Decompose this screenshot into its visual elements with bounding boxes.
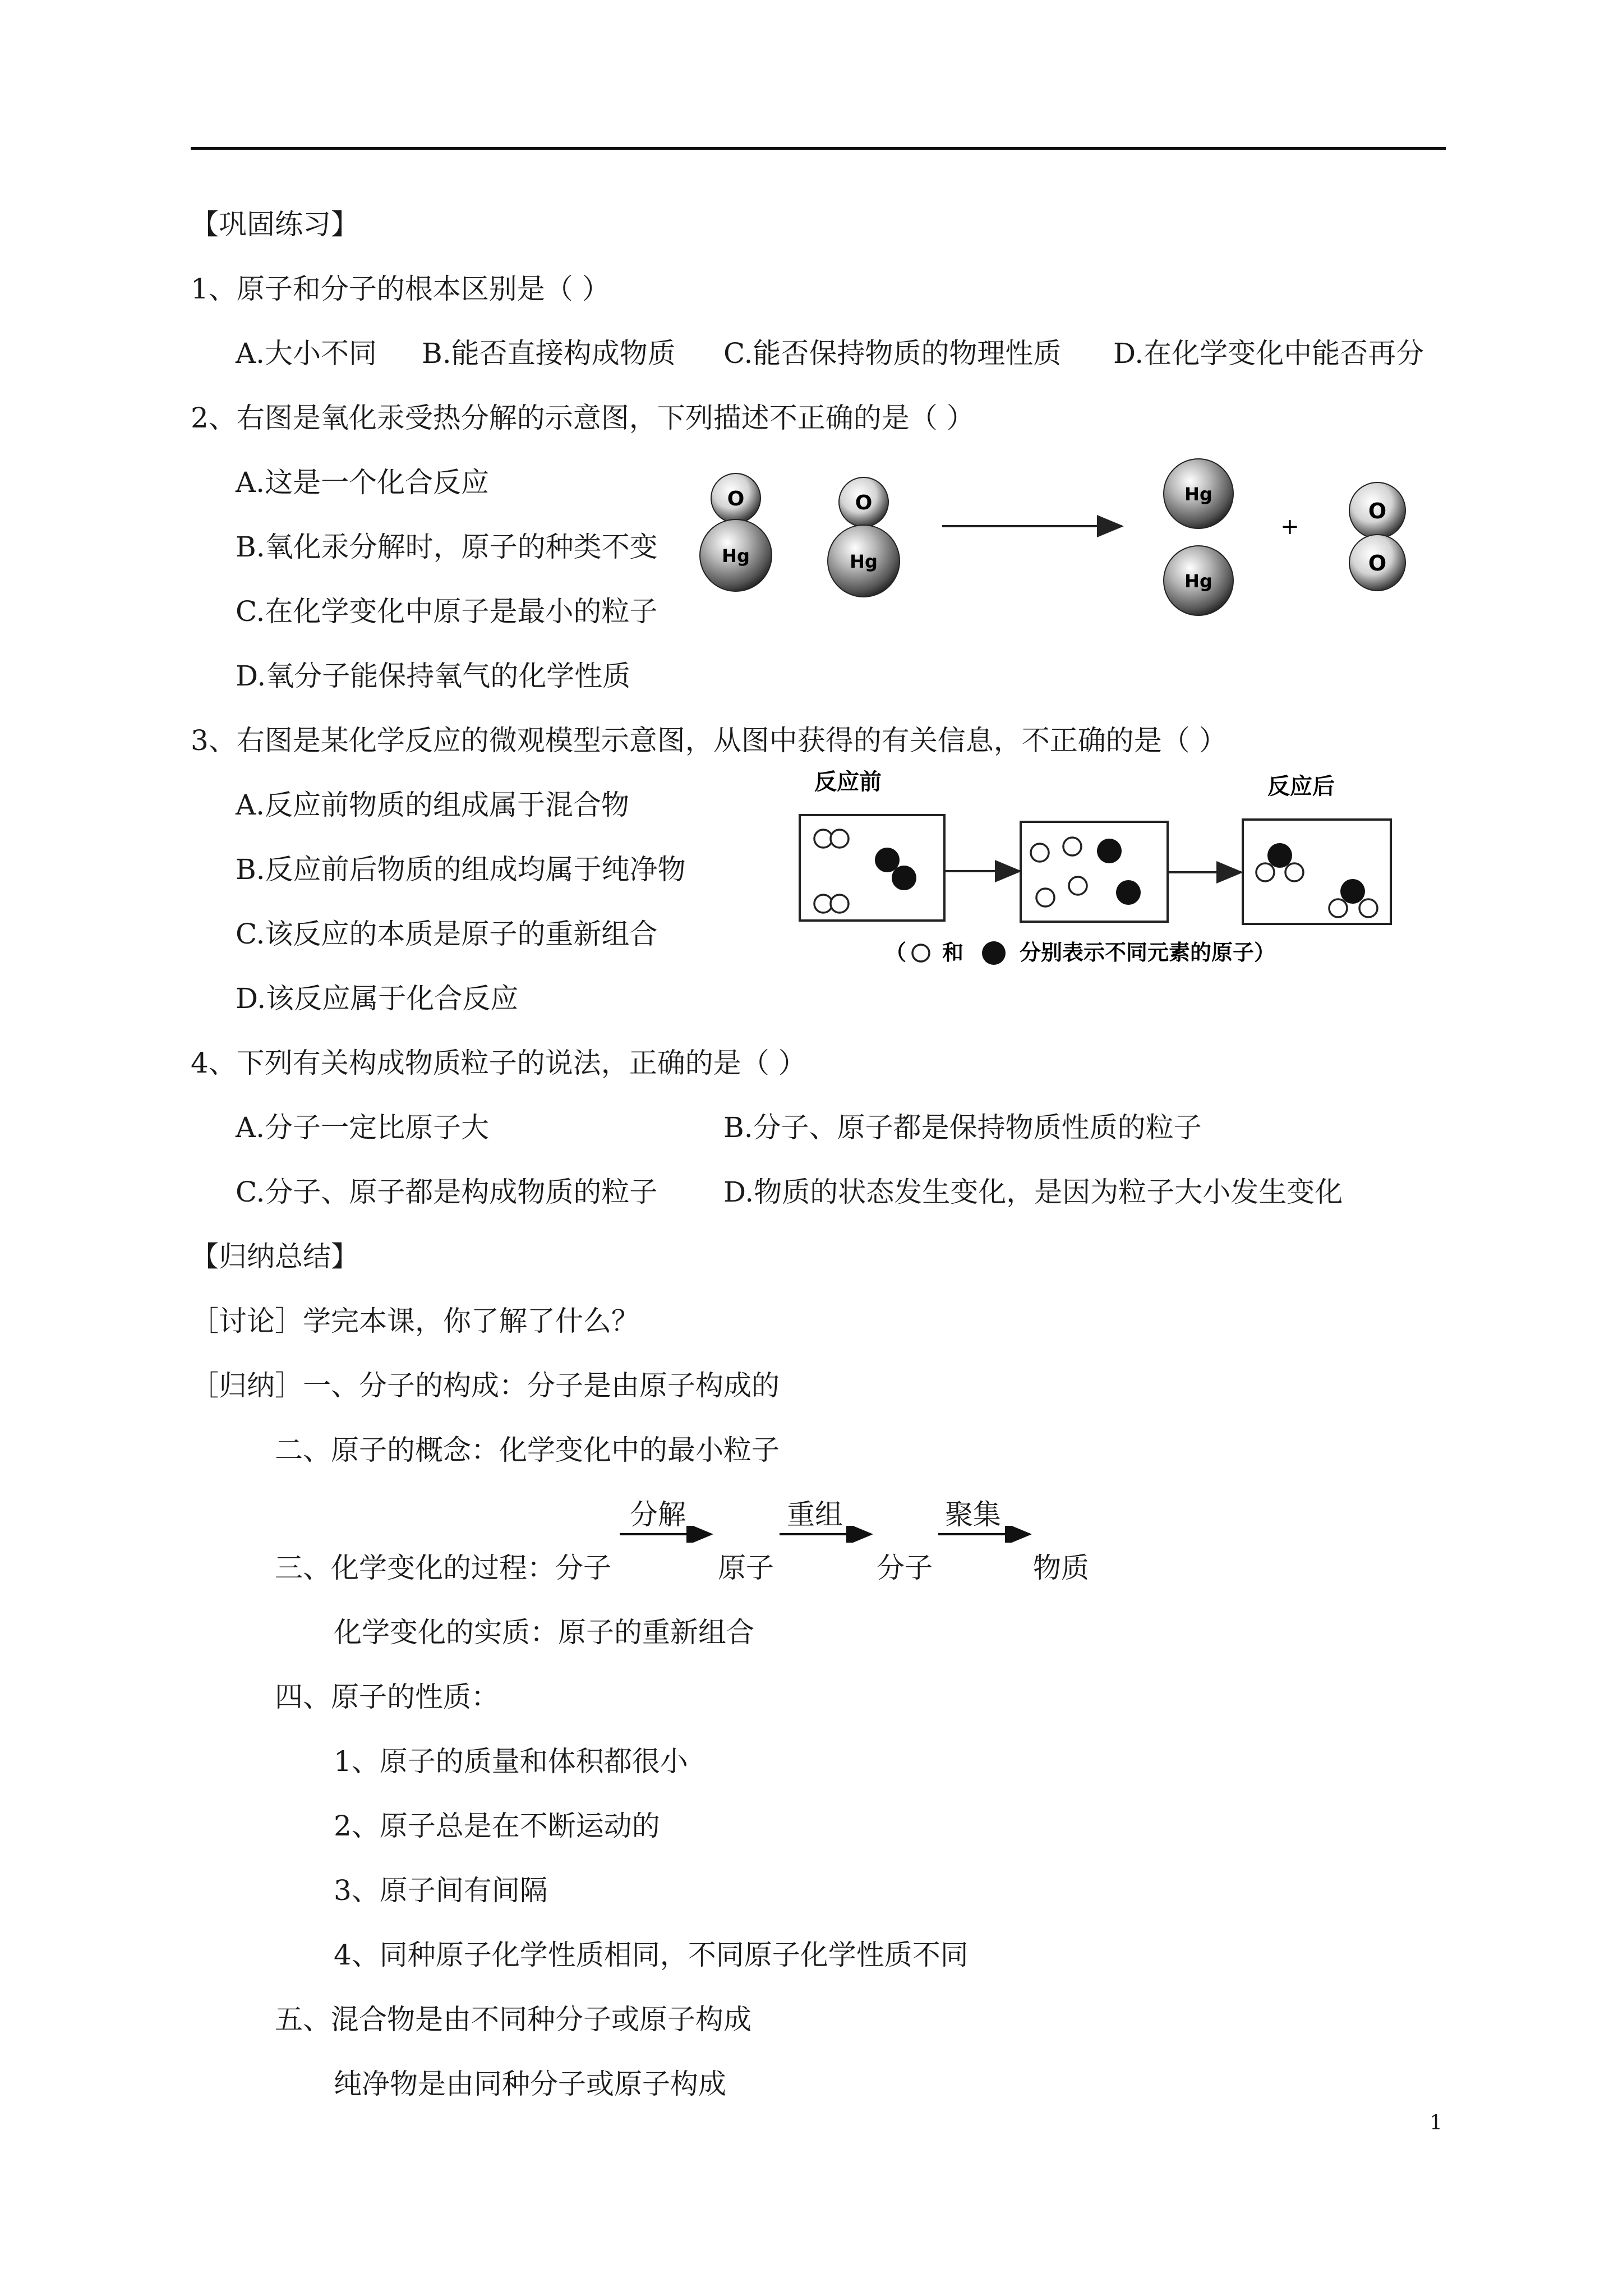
svg-text:O: O: [1368, 499, 1387, 523]
summary-item-3-essence: 化学变化的实质：原子的重新组合: [334, 1616, 754, 1649]
summary-item-3-label: 三、化学变化的过程：分子: [275, 1552, 611, 1584]
oxygen-molecule: [1349, 482, 1405, 591]
mercury-atoms: [1164, 459, 1233, 615]
process-arrows: [617, 1526, 1043, 1543]
svg-text:Hg: Hg: [1184, 570, 1212, 592]
mercury-oxide-decomposition-figure: [690, 449, 1464, 628]
question-3-stem: 3、右图是某化学反应的微观模型示意图，从图中获得的有关信息，不正确的是（ ）: [191, 724, 1227, 757]
question-1-option-a: A.大小不同: [236, 337, 377, 370]
svg-text:O: O: [1368, 551, 1387, 576]
question-2-option-a: A.这是一个化合反应: [236, 466, 490, 499]
arrow-label-aggregate: 聚集: [945, 1498, 1001, 1531]
summary-item-4: 四、原子的性质：: [275, 1681, 499, 1713]
question-3-option-b: B.反应前后物质的组成均属于纯净物: [236, 853, 686, 886]
question-4-option-d: D.物质的状态发生变化，是因为粒子大小发生变化: [723, 1176, 1343, 1208]
atom-property-4: 4、同种原子化学性质相同，不同原子化学性质不同: [334, 1939, 969, 1971]
svg-text:O: O: [727, 487, 745, 510]
question-3-option-a: A.反应前物质的组成属于混合物: [236, 789, 630, 821]
atom-property-2: 2、原子总是在不断运动的: [334, 1810, 660, 1842]
question-4-option-b: B.分子、原子都是保持物质性质的粒子: [723, 1111, 1202, 1144]
process-molecule: 分子: [877, 1552, 933, 1584]
svg-text:和: 和: [942, 940, 964, 965]
question-4-option-a: A.分子一定比原子大: [236, 1111, 490, 1144]
question-1-stem: 1、原子和分子的根本区别是（ ）: [191, 273, 610, 305]
plus-sign: +: [1280, 514, 1299, 540]
section-summary-heading: 【归纳总结】: [191, 1240, 359, 1273]
summary-item-1: ［归纳］一、分子的构成：分子是由原子构成的: [191, 1369, 780, 1402]
atom-property-3: 3、原子间有间隔: [334, 1874, 548, 1907]
reaction-micro-model-figure: [785, 766, 1408, 979]
question-2-option-c: C.在化学变化中原子是最小的粒子: [236, 595, 658, 628]
atom-property-1: 1、原子的质量和体积都很小: [334, 1745, 688, 1778]
section-practice-heading: 【巩固练习】: [191, 208, 359, 241]
summary-item-2: 二、原子的概念：化学变化中的最小粒子: [275, 1434, 780, 1466]
hgo-molecule-2: [828, 477, 900, 597]
summary-item-5-pure: 纯净物是由同种分子或原子构成: [334, 2068, 726, 2100]
svg-text:Hg: Hg: [1184, 484, 1212, 505]
svg-text:Hg: Hg: [722, 545, 750, 567]
arrow-label-recombine: 重组: [787, 1498, 843, 1531]
arrow-label-decompose: 分解: [630, 1498, 686, 1531]
process-atom: 原子: [718, 1552, 774, 1584]
question-1-option-c: C.能否保持物质的物理性质: [723, 337, 1062, 370]
before-caption: 反应前: [814, 769, 882, 795]
svg-text:O: O: [855, 491, 873, 514]
after-caption: 反应后: [1267, 774, 1335, 799]
process-substance: 物质: [1033, 1552, 1089, 1584]
svg-text:Hg: Hg: [850, 551, 878, 572]
question-4-option-c: C.分子、原子都是构成物质的粒子: [236, 1176, 658, 1208]
page-number: 1: [1430, 2111, 1442, 2134]
question-1-option-d: D.在化学变化中能否再分: [1113, 337, 1424, 370]
svg-text:（: （: [885, 940, 907, 965]
question-2-option-b: B.氧化汞分解时，原子的种类不变: [236, 531, 658, 563]
question-3-option-c: C.该反应的本质是原子的重新组合: [236, 918, 658, 950]
header-rule: [191, 147, 1446, 150]
question-2-option-d: D.氧分子能保持氧气的化学性质: [236, 660, 631, 692]
svg-text:分别表示不同元素的原子）: 分别表示不同元素的原子）: [1020, 940, 1276, 965]
question-4-stem: 4、下列有关构成物质粒子的说法，正确的是（ ）: [191, 1047, 806, 1079]
hgo-molecule-1: [700, 473, 772, 591]
figure-legend: [885, 940, 1275, 965]
summary-item-5: 五、混合物是由不同种分子或原子构成: [275, 2003, 751, 2036]
discussion-line: ［讨论］学完本课，你了解了什么？: [191, 1305, 639, 1337]
question-3-option-d: D.该反应属于化合反应: [236, 982, 519, 1015]
question-1-option-b: B.能否直接构成物质: [422, 337, 676, 370]
question-2-stem: 2、右图是氧化汞受热分解的示意图，下列描述不正确的是（ ）: [191, 402, 975, 434]
